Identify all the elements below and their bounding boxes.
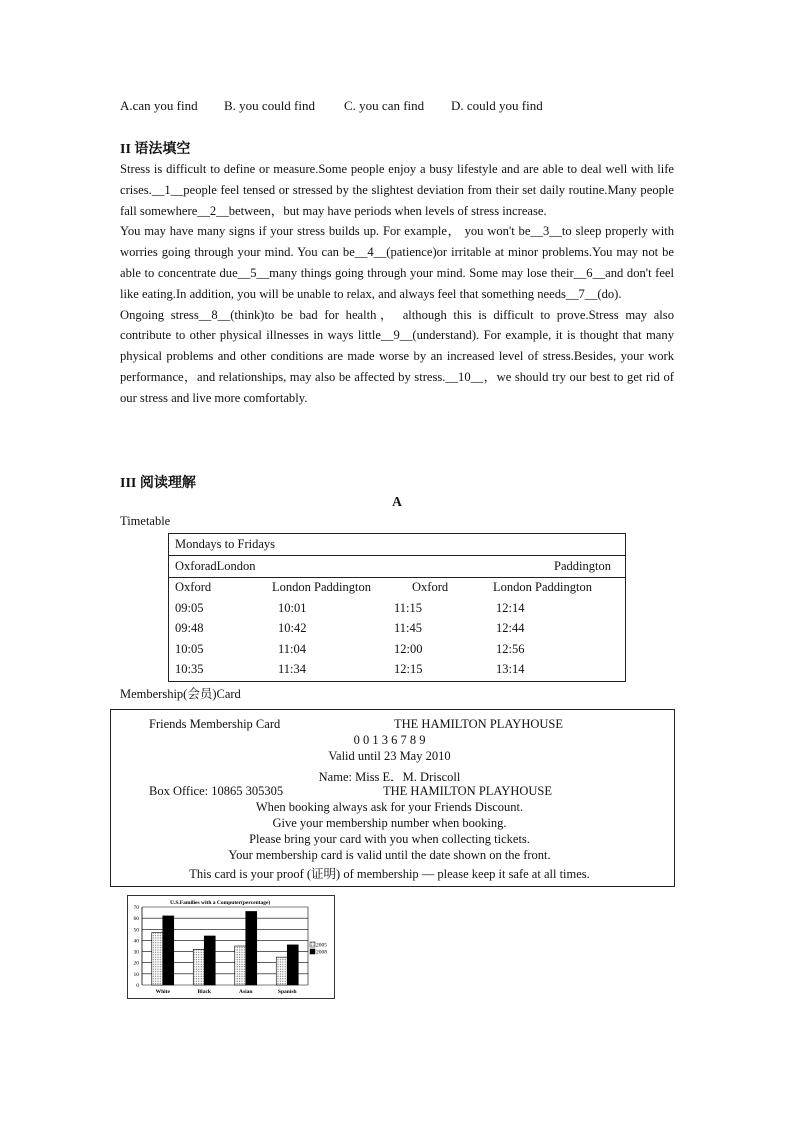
time-cell: 09:48 — [175, 621, 204, 635]
chart-title: U.S.Families with a Computer(percentage) — [170, 900, 271, 906]
option-a: A.can you find — [120, 98, 198, 113]
time-cell: 10:35 — [175, 662, 204, 676]
time-cell: 12:14 — [496, 601, 525, 615]
time-cell: 11:04 — [278, 642, 307, 656]
card-name: Friends Membership Card — [149, 717, 281, 731]
box-office: Box Office: 10865 305305 — [149, 784, 284, 798]
legend-swatch — [310, 949, 315, 954]
timetable-columns — [169, 580, 625, 600]
section-2-heading: II 语法填空 — [120, 142, 191, 157]
time-cell: 12:00 — [394, 642, 423, 656]
card-rule: When booking always ask for your Friends Discount. — [255, 800, 524, 814]
passage-label: A — [392, 494, 402, 509]
playhouse-name-back: THE HAMILTON PLAYHOUSE — [383, 784, 552, 798]
y-tick-label: 30 — [133, 949, 139, 956]
bar-2005 — [276, 957, 287, 985]
route-from: OxforadLondon — [175, 559, 256, 573]
member-name: Name: Miss E．M. Driscoll — [318, 770, 461, 784]
x-tick-label: Spanish — [277, 989, 297, 995]
time-cell: 13:14 — [496, 662, 525, 676]
x-tick-label: Black — [197, 989, 211, 995]
y-tick-label: 40 — [133, 938, 139, 945]
card-rule: Please bring your card with you when collecting tickets. — [249, 832, 530, 846]
timetable — [168, 533, 626, 682]
option-b: B. you could find — [224, 98, 315, 113]
time-cell: 12:56 — [496, 642, 525, 656]
y-tick-label: 0 — [136, 983, 139, 989]
column-header: London Paddington — [493, 580, 592, 594]
valid-until: Valid until 23 May 2010 — [328, 749, 451, 763]
membership-number: 0 0 1 3 6 7 8 9 — [353, 733, 426, 747]
x-tick-label: Asian — [239, 989, 253, 995]
timetable-header-row — [169, 534, 625, 556]
bar-2005 — [235, 946, 246, 985]
option-d: D. could you find — [451, 98, 543, 113]
legend-swatch — [310, 942, 315, 947]
card-rule: This card is your proof (证明) of membership — please keep it safe at all times. — [189, 867, 590, 881]
y-tick-label: 60 — [133, 916, 139, 923]
x-tick-label: White — [155, 989, 170, 995]
time-cell: 11:45 — [394, 621, 423, 635]
y-tick-label: 10 — [133, 971, 139, 978]
membership-label: Membership(会员)Card — [120, 687, 241, 701]
card-rule: Give your membership number when booking. — [272, 816, 507, 830]
y-tick-label: 70 — [133, 905, 139, 911]
playhouse-name: THE HAMILTON PLAYHOUSE — [394, 717, 563, 731]
cloze-paragraph-1: Stress is difficult to define or measure.Some people enjoy a busy lifestyle and are able to deal well with life crises.__1__people feel tensed or stressed by the slightest deviation from their set daily routine.Many people fall somewhere__2__between，but may have periods when levels of stress increase. — [120, 162, 674, 218]
option-c: C. you can find — [344, 98, 425, 113]
card-rule: Your membership card is valid until the date shown on the front. — [228, 848, 551, 862]
cloze-paragraph-3: Ongoing stress__8__(think)to be bad for health， although this is difficult to prove.Stress may also contribute to other physical illnesses in ways little__9__(understand). For example, it is thought that many physical problems and other conditions are made worse by an increased level of stress.Besides, your work performance，and relationships, may also be affected by stress.__10__，we should try our best to get rid of our stress and live more comfortably. — [120, 307, 674, 405]
timetable-label: Timetable — [120, 514, 171, 528]
chart-svg — [128, 896, 334, 998]
column-header: Oxford — [412, 580, 449, 594]
bar-2005 — [193, 949, 204, 985]
column-header: London Paddington — [272, 580, 371, 594]
time-cell: 12:15 — [394, 662, 423, 676]
time-cell: 12:44 — [496, 621, 525, 635]
route-to: Paddington — [554, 559, 611, 573]
time-cell: 10:42 — [278, 621, 307, 635]
time-cell: 11:15 — [394, 601, 423, 615]
cloze-paragraph-2: You may have many signs if your stress builds up. For example， you won't be__3__to sleep properly with worries going through your mind. You can be__4__(patience)or irritable at minor problems.You may not be able to concentrate due__5__many things going through your mind. Some may lose their__6__and don't feel like eating.In addition, you will be unable to relax, and always feel that something needs__7__(do). — [120, 224, 674, 301]
section-3-heading: III 阅读理解 — [120, 476, 196, 491]
bar-2008 — [287, 945, 298, 985]
time-cell: 10:05 — [175, 642, 204, 656]
chart-legend — [310, 942, 327, 956]
time-cell: 09:05 — [175, 601, 204, 615]
time-cell: 11:34 — [278, 662, 307, 676]
legend-label: 2005 — [316, 942, 327, 949]
timetable-route-row — [169, 556, 625, 578]
y-tick-label: 50 — [133, 927, 139, 934]
legend-label: 2008 — [316, 949, 327, 956]
time-cell: 10:01 — [278, 601, 307, 615]
bar-2008 — [204, 936, 215, 985]
bar-2008 — [246, 911, 257, 985]
bar-2008 — [163, 916, 174, 985]
y-tick-label: 20 — [133, 960, 139, 967]
timetable-days: Mondays to Fridays — [175, 537, 275, 551]
answer-options — [120, 98, 680, 114]
bar-chart — [127, 895, 335, 999]
column-header: Oxford — [175, 580, 212, 594]
x-axis — [156, 989, 297, 995]
cloze-passage — [120, 159, 674, 409]
membership-card — [110, 709, 675, 887]
bar-2005 — [152, 933, 163, 985]
